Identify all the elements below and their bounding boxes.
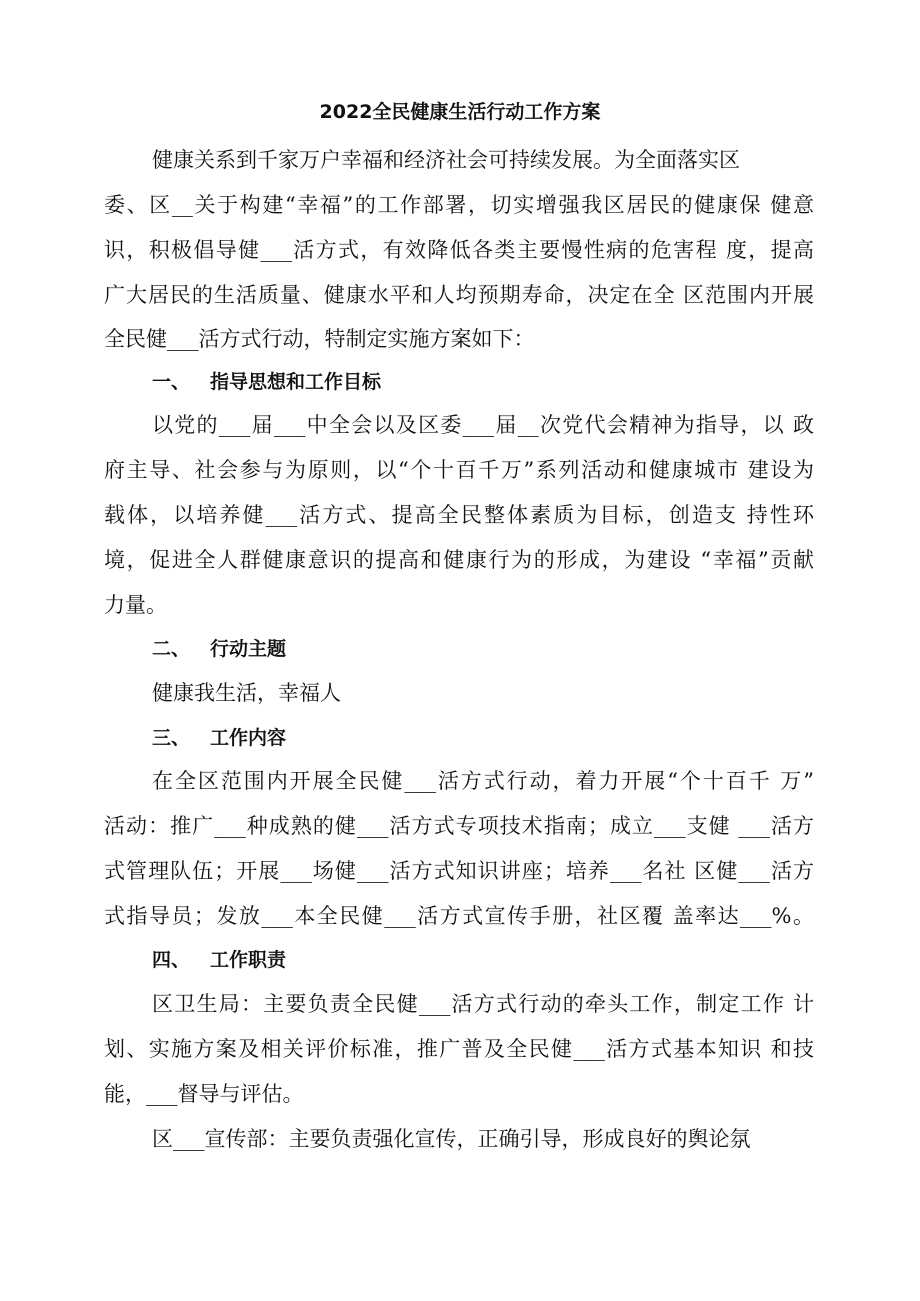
section-1-line-4: 境，促进全人群健康意识的提高和健康行为的形成，为建设 “幸福”贡献 [104, 548, 814, 572]
section-1-heading [152, 367, 381, 397]
section-4-title: 工作职责 [210, 949, 287, 971]
intro-line-1: 健康关系到千家万户幸福和经济社会可持续发展。为全面落实区 [152, 148, 740, 172]
section-4-p1-line-2: 划、实施方案及相关评价标准，推广普及全民健___活方式基本知识 和技 [104, 1037, 814, 1061]
section-4-p1-line-3: 能，___督导与评估。 [104, 1082, 304, 1106]
intro-line-2: 委、区__关于构建“幸福”的工作部署，切实增强我区居民的健康保 健意 [104, 193, 814, 217]
section-1-number: 一、 [152, 371, 191, 393]
section-3-title: 工作内容 [210, 727, 287, 749]
section-4-p2-line-1: 区___宣传部：主要负责强化宣传，正确引导，形成良好的舆论氛 [152, 1127, 751, 1151]
section-4-p1-line-1: 区卫生局：主要负责全民健___活方式行动的牵头工作，制定工作 计 [152, 992, 814, 1016]
section-1-line-5: 力量。 [104, 593, 167, 617]
section-3-number: 三、 [152, 727, 191, 749]
intro-line-4: 广大居民的生活质量、健康水平和人均预期寿命，决定在全 区范围内开展 [104, 283, 814, 307]
section-2-line-1: 健康我生活，幸福人 [152, 681, 341, 705]
section-3-line-1: 在全区范围内开展全民健___活方式行动，着力开展“个十百千 万” [152, 769, 814, 793]
section-2-heading [152, 634, 286, 664]
document-title: 2022全民健康生活行动工作方案 [319, 101, 601, 123]
section-2-title: 行动主题 [210, 638, 287, 660]
section-3-line-2: 活动：推广___种成熟的健___活方式专项技术指南；成立___支健 ___活方 [104, 814, 814, 838]
section-1-line-3: 载体，以培养健___活方式、提高全民整体素质为目标，创造支 持性环 [104, 503, 814, 527]
section-1-line-1: 以党的___届___中全会以及区委___届__次党代会精神为指导，以 政 [152, 413, 814, 437]
intro-line-3: 识，积极倡导健___活方式，有效降低各类主要慢性病的危害程 度，提高 [104, 238, 814, 262]
section-1-line-2: 府主导、社会参与为原则，以“个十百千万”系列活动和健康城市 建设为 [104, 458, 814, 482]
section-3-heading [152, 723, 286, 753]
intro-line-5: 全民健___活方式行动，特制定实施方案如下： [104, 327, 535, 351]
section-3-line-3: 式管理队伍；开展___场健___活方式知识讲座；培养___名社 区健___活方 [104, 859, 814, 883]
section-2-number: 二、 [152, 638, 191, 660]
section-3-line-4: 式指导员；发放___本全民健___活方式宣传手册，社区覆 盖率达___%。 [104, 904, 814, 928]
section-1-title: 指导思想和工作目标 [210, 371, 382, 393]
section-4-heading [152, 945, 286, 975]
section-4-number: 四、 [152, 949, 191, 971]
